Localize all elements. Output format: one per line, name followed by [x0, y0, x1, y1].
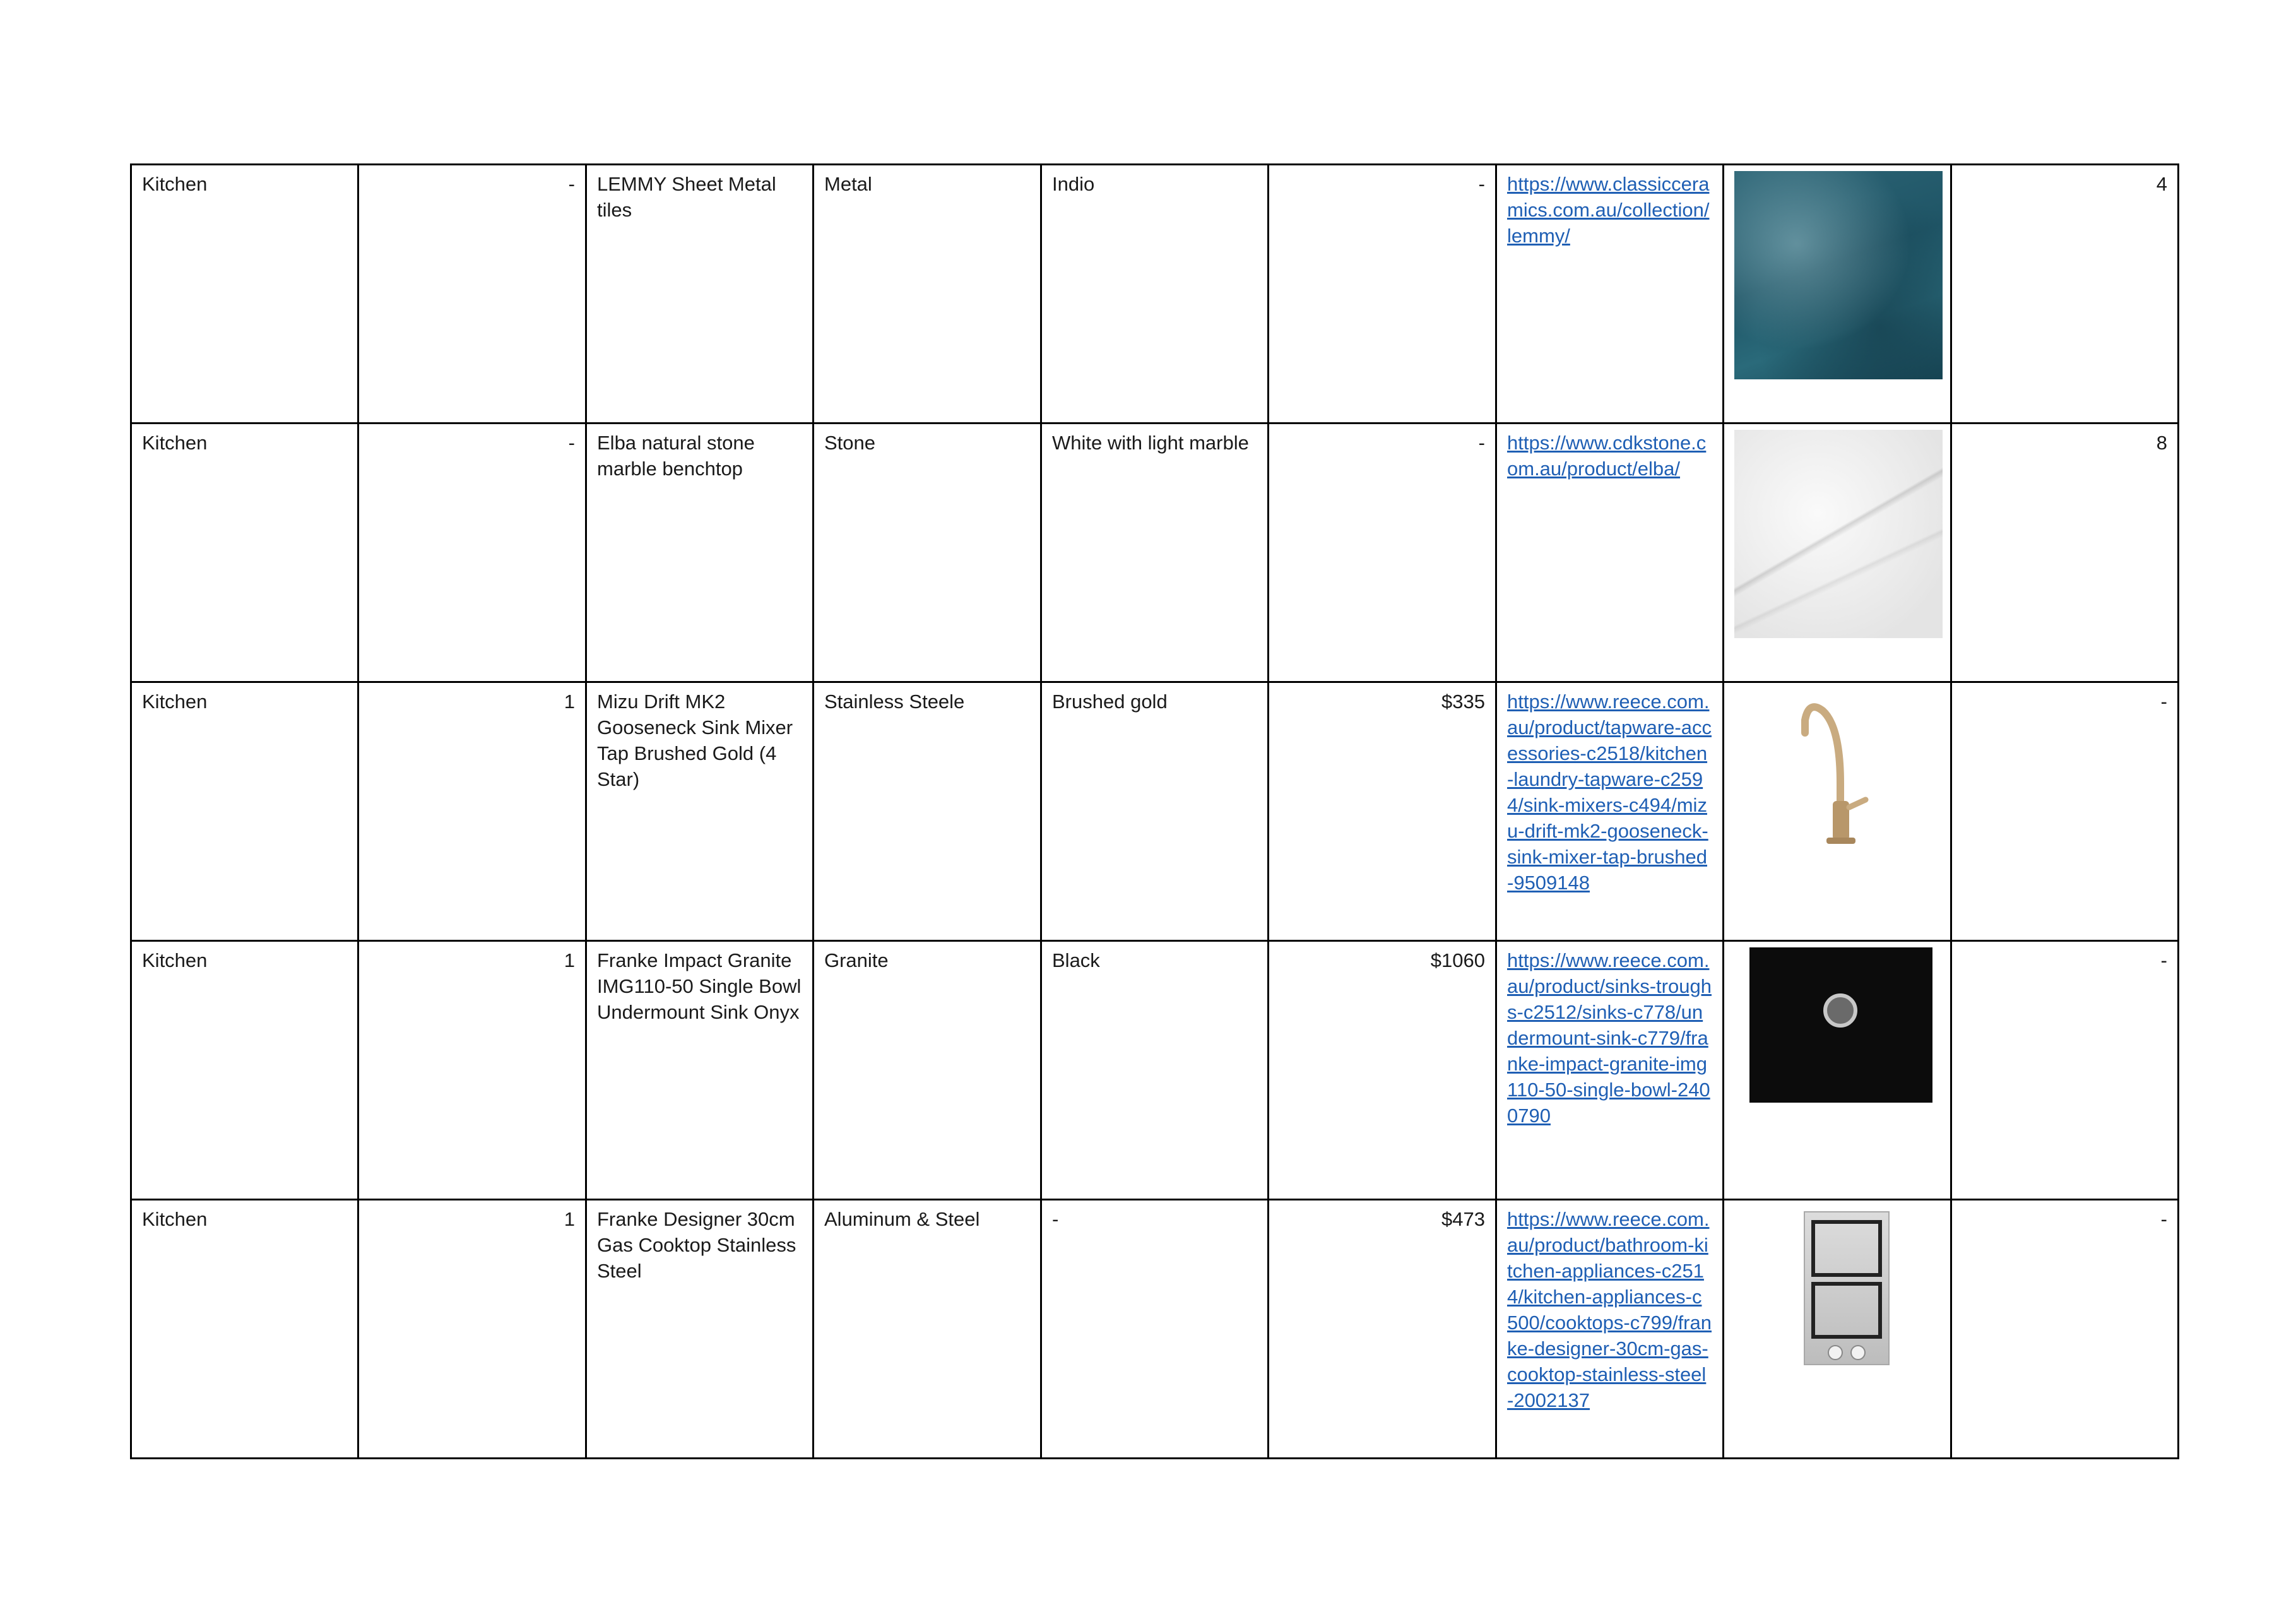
- product-link[interactable]: https://www.reece.com.au/product/sinks-troughs-c2512/sinks-c778/undermount-sink-c779/franke-impact-granite-img110-50-single-bowl-2400790: [1507, 949, 1712, 1127]
- material-cell: Aluminum & Steel: [814, 1200, 1041, 1459]
- link-cell: [1496, 424, 1724, 682]
- product-cell: Franke Designer 30cm Gas Cooktop Stainless Steel: [586, 1200, 814, 1459]
- count-cell: -: [1951, 682, 2179, 941]
- price-cell: -: [1269, 165, 1496, 424]
- product-schedule-table: [130, 163, 2179, 1459]
- colour-cell: Brushed gold: [1041, 682, 1269, 941]
- table-row: [131, 682, 2179, 941]
- table-row: [131, 424, 2179, 682]
- material-cell: Granite: [814, 941, 1041, 1200]
- product-link[interactable]: https://www.reece.com.au/product/bathroom-kitchen-appliances-c2514/kitchen-appliances-c500/cooktops-c799/franke-designer-30cm-gas-cooktop-stainless-steel-2002137: [1507, 1208, 1712, 1411]
- price-cell: $473: [1269, 1200, 1496, 1459]
- room-cell: Kitchen: [131, 941, 358, 1200]
- product-cell: Elba natural stone marble benchtop: [586, 424, 814, 682]
- metal-tile-swatch: [1734, 171, 1943, 379]
- burner-grate-icon: [1811, 1220, 1882, 1277]
- product-cell: Franke Impact Granite IMG110-50 Single Bowl Undermount Sink Onyx: [586, 941, 814, 1200]
- colour-cell: White with light marble: [1041, 424, 1269, 682]
- room-cell: Kitchen: [131, 424, 358, 682]
- quantity-cell: 1: [358, 682, 586, 941]
- drain-icon: [1823, 993, 1857, 1028]
- burner-grate-icon: [1811, 1282, 1882, 1339]
- image-cell: [1724, 682, 1951, 941]
- room-cell: Kitchen: [131, 682, 358, 941]
- product-link[interactable]: https://www.reece.com.au/product/tapware-accessories-c2518/kitchen-laundry-tapware-c2594/sink-mixers-c494/mizu-drift-mk2-gooseneck-sink-mixer-tap-brushed-9509148: [1507, 690, 1712, 894]
- count-cell: 4: [1951, 165, 2179, 424]
- knob-icon: [1828, 1345, 1843, 1360]
- image-cell: [1724, 165, 1951, 424]
- product-cell: Mizu Drift MK2 Gooseneck Sink Mixer Tap Brushed Gold (4 Star): [586, 682, 814, 941]
- link-cell: [1496, 941, 1724, 1200]
- price-cell: $335: [1269, 682, 1496, 941]
- material-cell: Stone: [814, 424, 1041, 682]
- quantity-cell: 1: [358, 941, 586, 1200]
- table-row: [131, 941, 2179, 1200]
- count-cell: 8: [1951, 424, 2179, 682]
- link-cell: [1496, 165, 1724, 424]
- room-cell: Kitchen: [131, 165, 358, 424]
- table-row: [131, 165, 2179, 424]
- colour-cell: Black: [1041, 941, 1269, 1200]
- count-cell: -: [1951, 941, 2179, 1200]
- material-cell: Metal: [814, 165, 1041, 424]
- product-link[interactable]: https://www.cdkstone.com.au/product/elba/: [1507, 432, 1707, 480]
- quantity-cell: -: [358, 424, 586, 682]
- marble-swatch: [1734, 430, 1943, 638]
- count-cell: -: [1951, 1200, 2179, 1459]
- knob-icon: [1850, 1345, 1866, 1360]
- product-link[interactable]: https://www.classicceramics.com.au/collection/lemmy/: [1507, 173, 1710, 247]
- image-cell: [1724, 1200, 1951, 1459]
- image-cell: [1724, 424, 1951, 682]
- link-cell: [1496, 1200, 1724, 1459]
- table-row: [131, 1200, 2179, 1459]
- colour-cell: Indio: [1041, 165, 1269, 424]
- product-cell: LEMMY Sheet Metal tiles: [586, 165, 814, 424]
- room-cell: Kitchen: [131, 1200, 358, 1459]
- image-cell: [1724, 941, 1951, 1200]
- material-cell: Stainless Steele: [814, 682, 1041, 941]
- link-cell: [1496, 682, 1724, 941]
- price-cell: $1060: [1269, 941, 1496, 1200]
- price-cell: -: [1269, 424, 1496, 682]
- quantity-cell: 1: [358, 1200, 586, 1459]
- quantity-cell: -: [358, 165, 586, 424]
- colour-cell: -: [1041, 1200, 1269, 1459]
- black-sink-photo: [1749, 947, 1932, 1103]
- gas-cooktop-photo: [1804, 1211, 1890, 1365]
- gooseneck-tap-photo: [1734, 689, 1949, 853]
